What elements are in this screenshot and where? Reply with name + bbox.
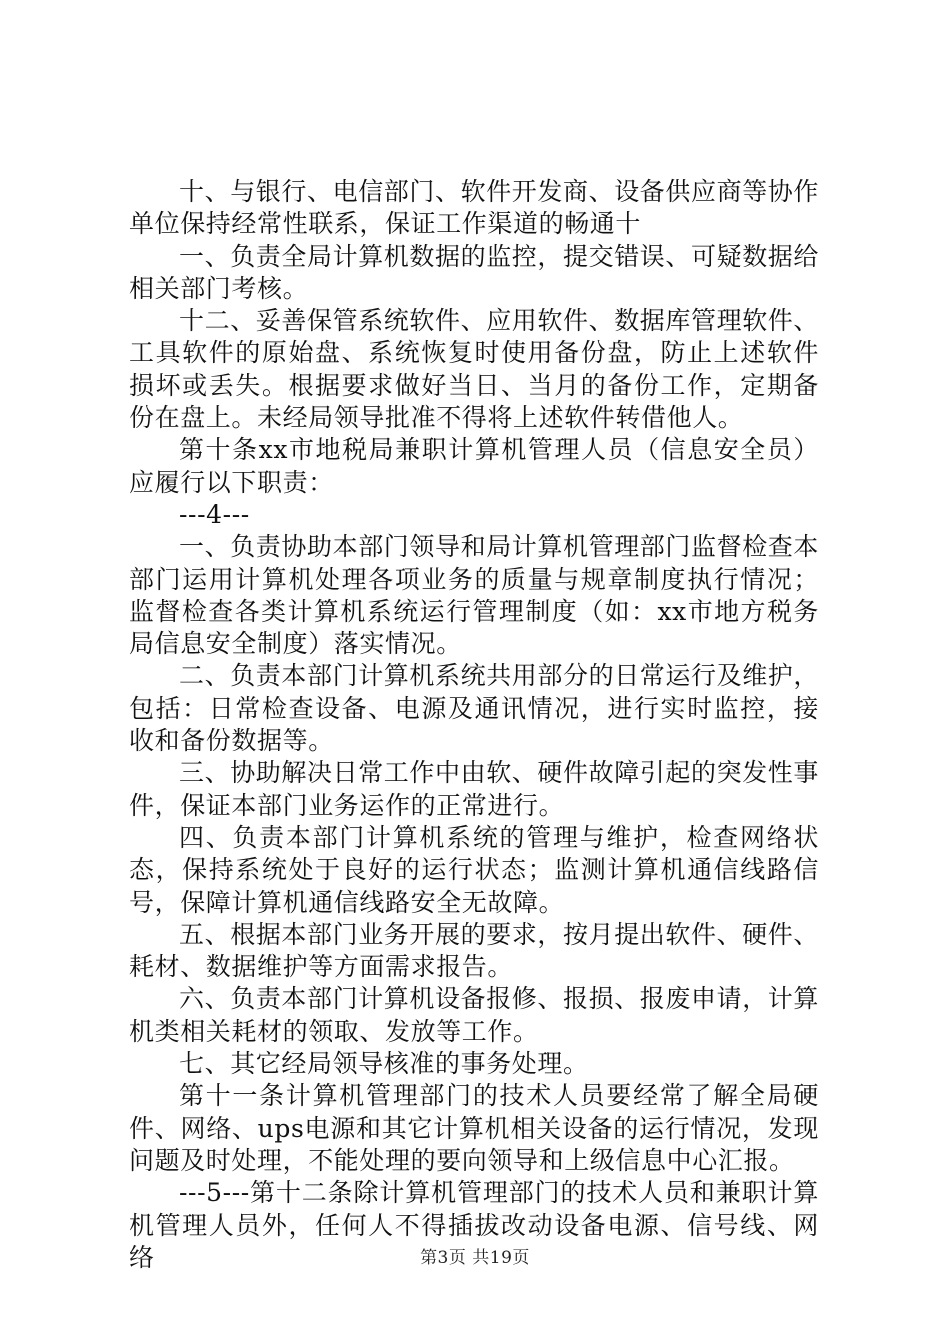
paragraph-10: 六、负责本部门计算机设备报修、报损、报废申请，计算机类相关耗材的领取、发放等工作。 bbox=[129, 984, 820, 1046]
paragraph-12: 第十一条计算机管理部门的技术人员要经常了解全局硬件、网络、ups电源和其它计算机相关设备的运行情况，发现问题及时处理，不能处理的要向领导和上级信息中心汇报。 bbox=[129, 1081, 819, 1175]
paragraph-4: 第十条xx市地税局兼职计算机管理人员（信息安全员）应履行以下职责： bbox=[129, 435, 819, 497]
paragraph-11: 七、其它经局领导核准的事务处理。 bbox=[179, 1049, 589, 1079]
paragraph-5: 一、负责协助本部门领导和局计算机管理部门监督检查本部门运用计算机处理各项业务的质量与规章制度执行情况；监督检查各类计算机系统运行管理制度（如：xx市地方税务局信息安全制度）落实情况。 bbox=[129, 532, 820, 659]
paragraph-1: 十、与银行、电信部门、软件开发商、设备供应商等协作单位保持经常性联系，保证工作渠道的畅通十 bbox=[129, 177, 820, 239]
paragraph-13: ---5---第十二条除计算机管理部门的技术人员和兼职计算机管理人员外，任何人不得插拔改动设备电源、信号线、网络 bbox=[129, 1178, 819, 1272]
paragraph-6: 二、负责本部门计算机系统共用部分的日常运行及维护，包括：日常检查设备、电源及通讯情况，进行实时监控，接收和备份数据等。 bbox=[129, 661, 820, 756]
page-footer: 第3页 共19页 bbox=[420, 1248, 530, 1268]
paragraph-8: 四、负责本部门计算机系统的管理与维护，检查网络状态，保持系统处于良好的运行状态；监测计算机通信线路信号，保障计算机通信线路安全无故障。 bbox=[129, 822, 819, 917]
document-body bbox=[129, 176, 819, 1274]
paragraph-9: 五、根据本部门业务开展的要求，按月提出软件、硬件、耗材、数据维护等方面需求报告。 bbox=[129, 919, 820, 982]
paragraph-3: 十二、妥善保管系统软件、应用软件、数据库管理软件、工具软件的原始盘、系统恢复时使用备份盘，防止上述软件损坏或丢失。根据要求做好当日、当月的备份工作，定期备份在盘上。未经局领导批准不得将上述软件转借他人。 bbox=[129, 306, 820, 433]
paragraph-2: 一、负责全局计算机数据的监控，提交错误、可疑数据给相关部门考核。 bbox=[129, 241, 820, 303]
page-marker: ---4--- bbox=[179, 499, 250, 529]
paragraph-7: 三、协助解决日常工作中由软、硬件故障引起的突发性事件，保证本部门业务运作的正常进行。 bbox=[129, 758, 820, 820]
